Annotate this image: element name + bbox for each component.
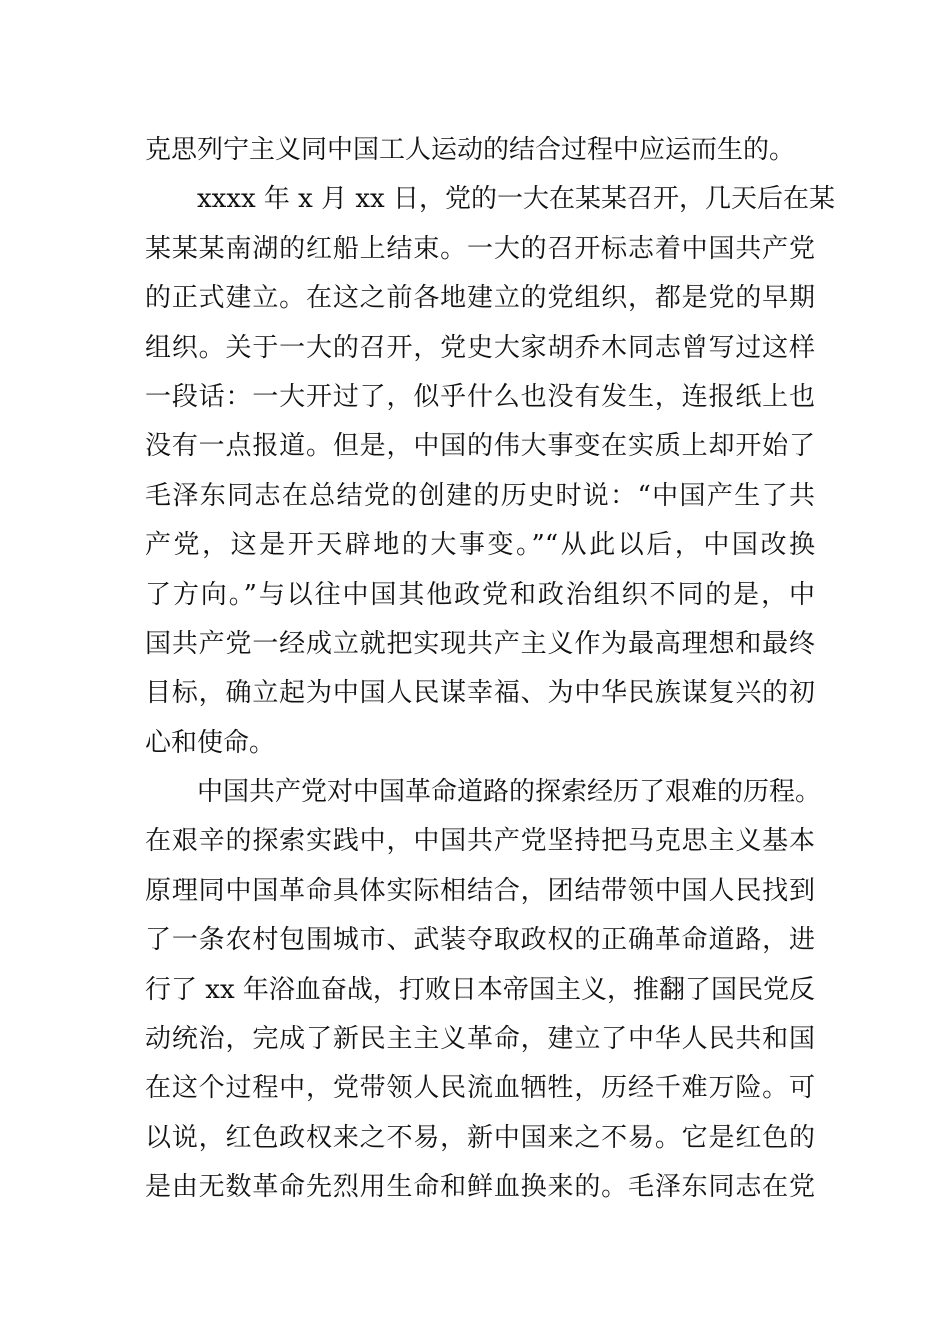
text-line: xxxx 年 x 月 xx 日，党的一大在某某召开，几天后在某 bbox=[197, 184, 835, 215]
text-line: 行了 xx 年浴血奋战，打败日本帝国主义，推翻了国民党反 bbox=[145, 974, 815, 1005]
text-line: 动统治，完成了新民主主义革命，建立了中华人民共和国 bbox=[145, 1024, 815, 1055]
text-line: 毛泽东同志在总结党的创建的历史时说：“中国产生了共 bbox=[145, 480, 815, 511]
text-line: 在艰辛的探索实践中，中国共产党坚持把马克思主义基本 bbox=[145, 826, 815, 857]
text-line: 国共产党一经成立就把实现共产主义作为最高理想和最终 bbox=[145, 628, 815, 659]
text-line: 在这个过程中，党带领人民流血牺牲，历经千难万险。可 bbox=[145, 1073, 815, 1104]
body-text bbox=[145, 126, 835, 1213]
text-line: 是由无数革命先烈用生命和鲜血换来的。毛泽东同志在党 bbox=[145, 1172, 815, 1203]
text-line: 没有一点报道。但是，中国的伟大事变在实质上却开始了 bbox=[145, 431, 815, 462]
text-line: 了一条农村包围城市、武装夺取政权的正确革命道路，进 bbox=[145, 925, 815, 956]
text-line: 了方向。”与以往中国其他政党和政治组织不同的是，中 bbox=[145, 579, 815, 610]
text-line: 心和使命。 bbox=[145, 727, 276, 758]
text-line: 目标，确立起为中国人民谋幸福、为中华民族谋复兴的初 bbox=[145, 678, 815, 709]
text-line: 一段话：一大开过了，似乎什么也没有发生，连报纸上也 bbox=[145, 381, 815, 412]
text-line: 组织。关于一大的召开，党史大家胡乔木同志曾写过这样 bbox=[145, 332, 815, 363]
text-line: 克思列宁主义同中国工人运动的结合过程中应运而生的。 bbox=[145, 135, 796, 165]
text-line: 某某某南湖的红船上结束。一大的召开标志着中国共产党 bbox=[145, 233, 815, 264]
text-line: 产党，这是开天辟地的大事变。”“从此以后，中国改换 bbox=[145, 530, 815, 561]
text-line: 原理同中国革命具体实际相结合，团结带领中国人民找到 bbox=[145, 875, 815, 906]
text-line: 的正式建立。在这之前各地建立的党组织，都是党的早期 bbox=[145, 283, 815, 314]
text-line: 中国共产党对中国革命道路的探索经历了艰难的历程。 bbox=[197, 777, 822, 808]
text-line: 以说，红色政权来之不易，新中国来之不易。它是红色的 bbox=[145, 1122, 815, 1153]
